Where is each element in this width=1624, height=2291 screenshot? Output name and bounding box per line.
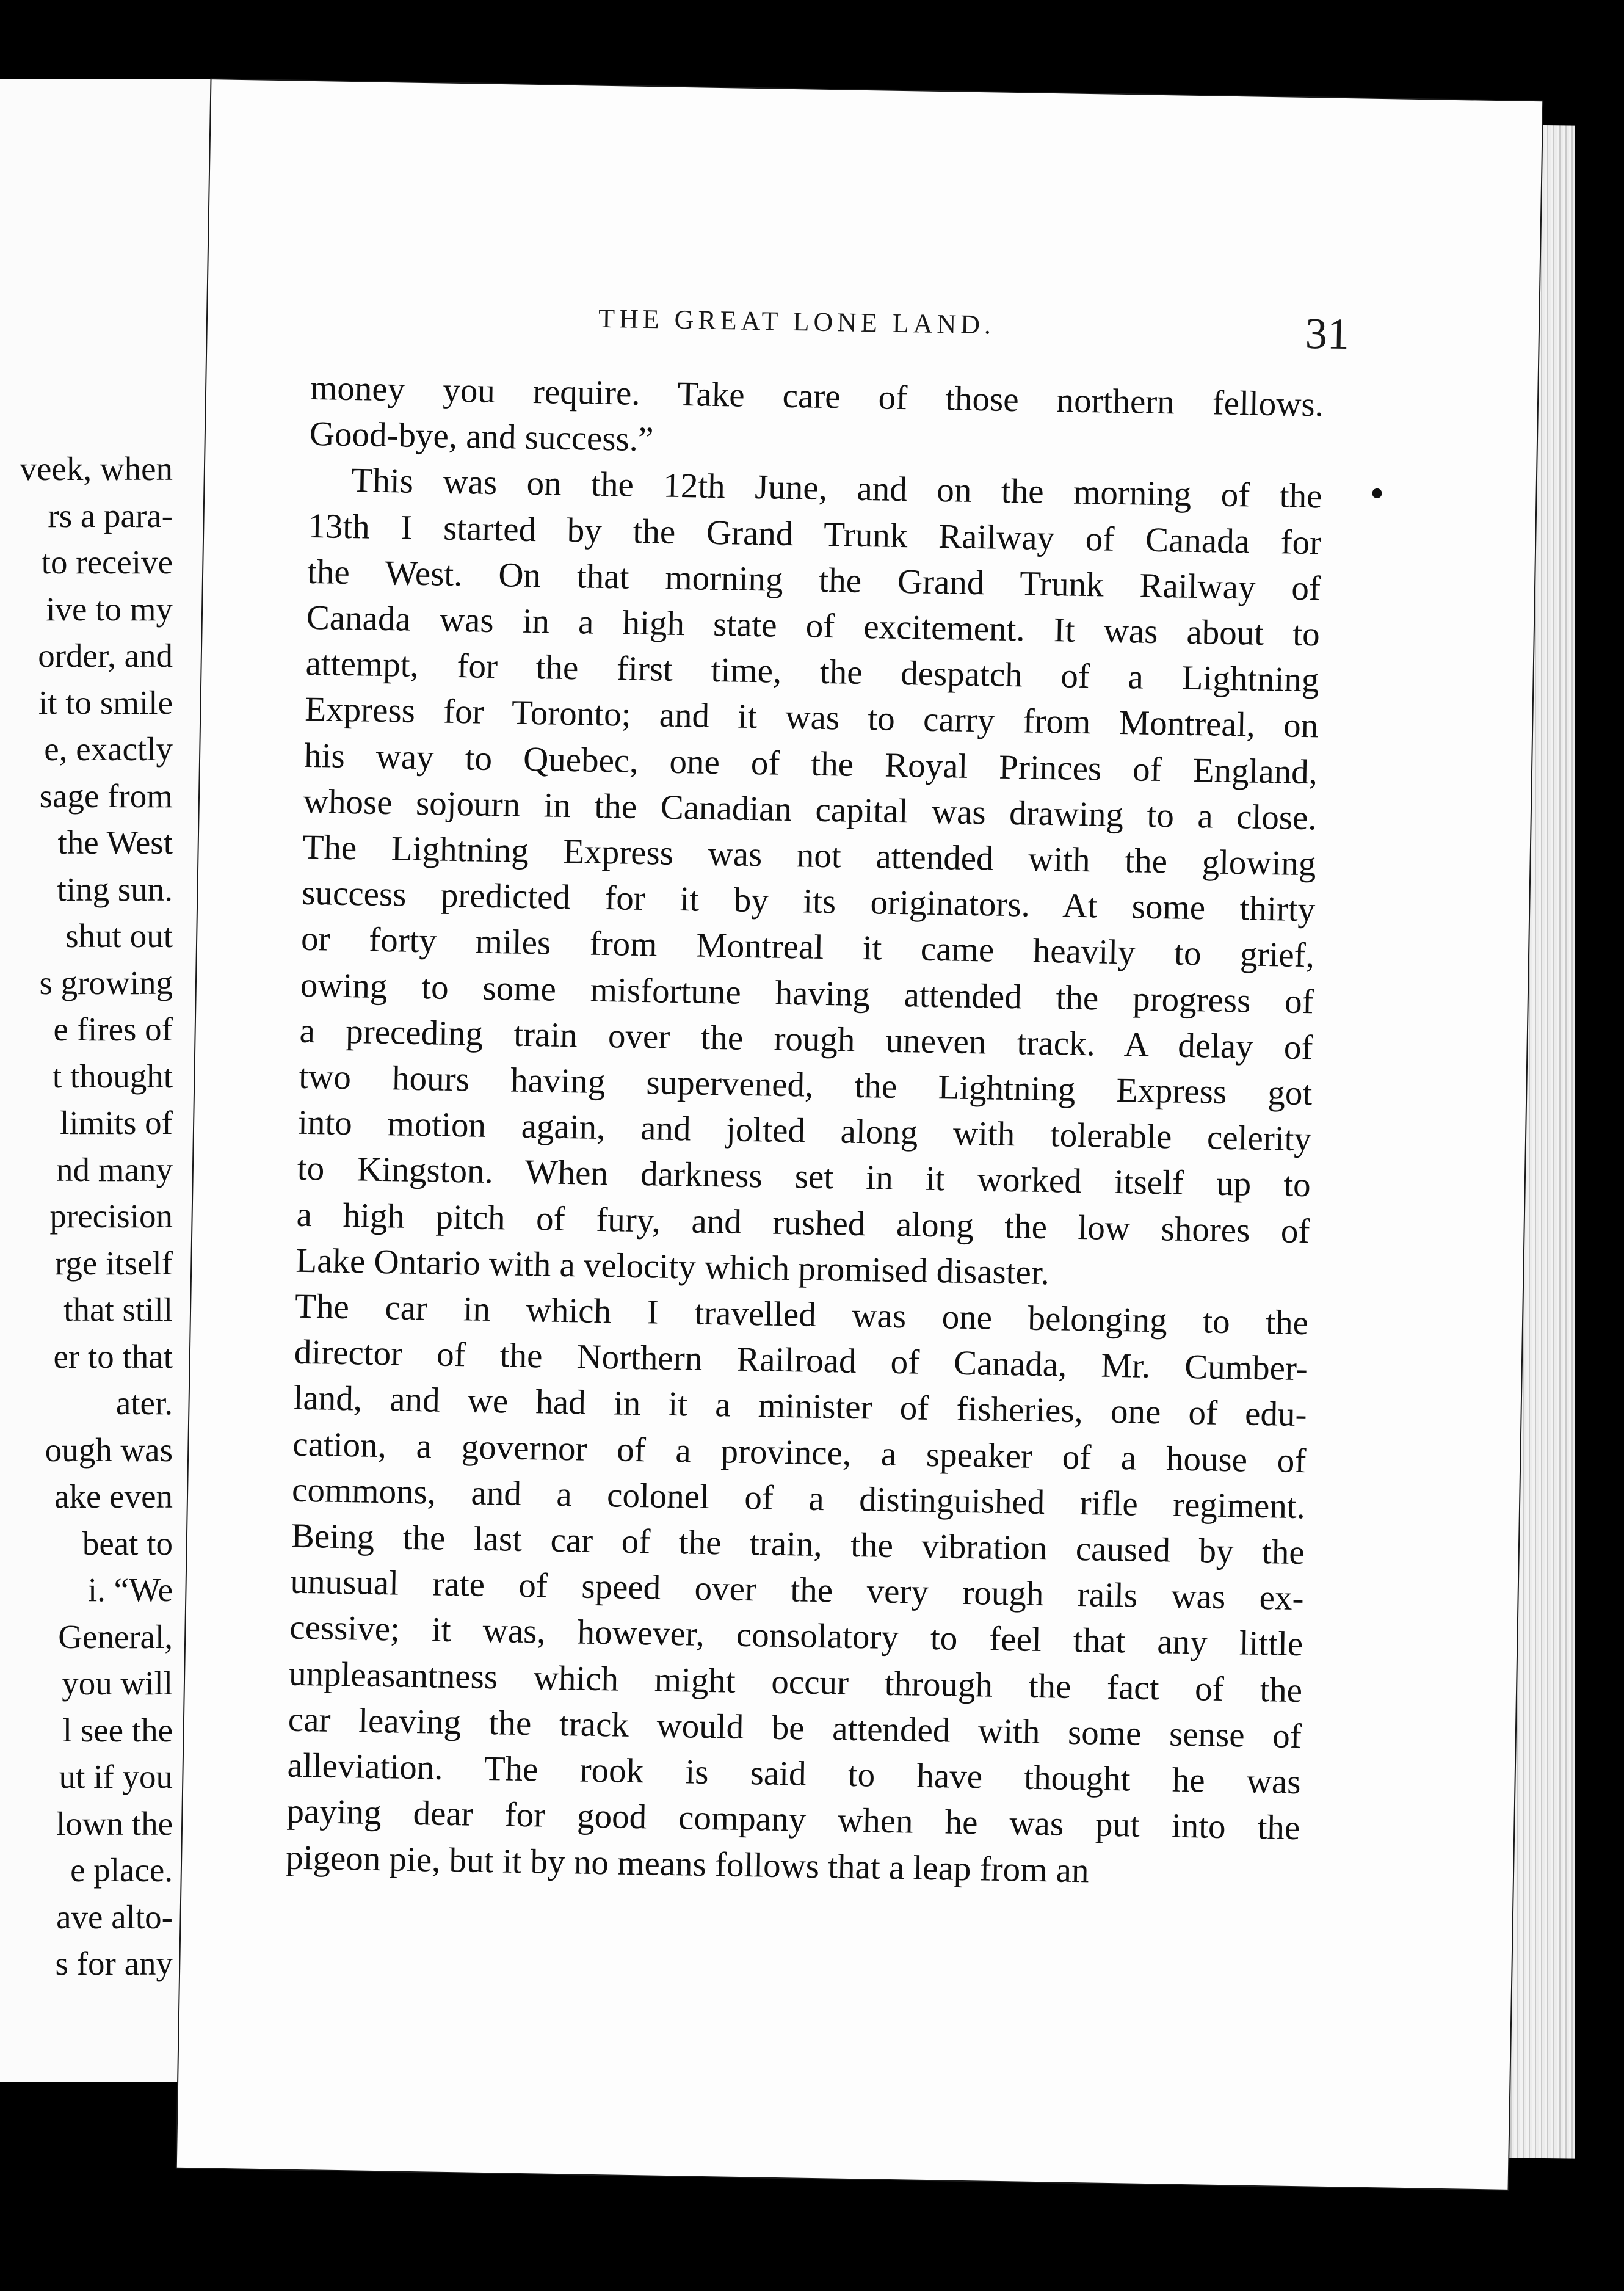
ink-speck <box>1372 488 1382 498</box>
text-line: Canada was in a high state of excitement. It was about to <box>306 598 1321 654</box>
text-line: The car in which I travelled was one belonging to the <box>294 1287 1309 1343</box>
text-line: cation, a governor of a province, a speaker of a house of <box>292 1425 1307 1480</box>
text-line: ut if you <box>59 1758 173 1795</box>
text-line: Lake Ontario with a velocity which promised disaster. <box>295 1241 1050 1293</box>
text-line: land, and we had in it a minister of fisheries, one of edu- <box>293 1379 1308 1434</box>
text-line: 13th I started by the Grand Trunk Railway of Canada for <box>307 506 1322 562</box>
text-line: ting sun. <box>57 870 173 908</box>
text-line: money you require. Take care of those northern fellows. <box>310 368 1324 424</box>
text-line: e fires of <box>53 1011 173 1048</box>
text-line: Express for Toronto; and it was to carry from Montreal, on <box>304 690 1319 746</box>
text-line: into motion again, and jolted along with tolerable celerity <box>297 1103 1312 1159</box>
running-title: THE GREAT LONE LAND. <box>598 303 996 340</box>
text-line: two hours having supervened, the Lightning Express got <box>298 1057 1313 1113</box>
text-line: i. “We <box>87 1571 173 1608</box>
text-line: ake even <box>54 1478 173 1515</box>
text-line: owing to some misfortune having attended the progress of <box>300 965 1314 1021</box>
text-line: Being the last car of the train, the vibration caused by the <box>291 1516 1305 1572</box>
text-line: Good-bye, and success.” <box>309 415 654 459</box>
text-line: paying dear for good company when he was put into the <box>286 1792 1300 1848</box>
text-line: ough was <box>45 1431 173 1469</box>
text-line: it to smile <box>38 683 173 721</box>
text-line: order, and <box>38 637 173 674</box>
text-line: you will <box>62 1665 173 1702</box>
text-line: precision <box>49 1197 173 1235</box>
text-line: ater. <box>115 1384 173 1421</box>
text-line: s growing <box>39 964 173 1001</box>
text-line: General, <box>58 1617 173 1655</box>
text-line: the West <box>57 824 173 861</box>
text-line: cessive; it was, however, consolatory to feel that any little <box>289 1608 1303 1664</box>
text-line: to Kingston. When darkness set in it worked itself up to <box>297 1149 1311 1205</box>
text-line: his way to Quebec, one of the Royal Princes of England, <box>303 736 1318 791</box>
text-line: lown the <box>56 1804 173 1842</box>
text-line: to receive <box>41 543 173 581</box>
text-line: rge itself <box>55 1244 173 1282</box>
text-line: shut out <box>65 917 173 954</box>
text-line: e, exactly <box>44 730 173 768</box>
text-line: s for any <box>55 1945 173 1982</box>
text-line: e place. <box>70 1851 173 1889</box>
text-line: l see the <box>62 1711 173 1749</box>
text-line: or forty miles from Montreal it came heavily to grief, <box>300 920 1315 975</box>
page-body-text <box>286 365 1324 1897</box>
text-line: the West. On that morning the Grand Trunk Railway of <box>306 552 1321 608</box>
text-line: attempt, for the first time, the despatch of a Lightning <box>305 644 1319 700</box>
page-content <box>285 298 1350 1897</box>
text-line: a preceding train over the rough uneven track. A delay of <box>299 1011 1313 1067</box>
text-line: unusual rate of speed over the very rough rails was ex- <box>290 1562 1305 1618</box>
text-line: limits of <box>60 1104 173 1141</box>
text-line: beat to <box>82 1524 173 1562</box>
text-line: rs a para- <box>48 496 173 534</box>
text-line: car leaving the track would be attended with some sense of <box>288 1700 1302 1756</box>
text-line: alleviation. The rook is said to have thought he was <box>287 1746 1302 1802</box>
text-line: sage from <box>39 777 173 815</box>
text-line: pigeon pie, but it by no means follows that a leap from an <box>285 1838 1090 1890</box>
text-line: that still <box>63 1291 173 1328</box>
text-line: er to that <box>53 1337 173 1375</box>
text-line: The Lightning Express was not attended with the glowing <box>302 827 1316 884</box>
text-line: nd many <box>56 1150 173 1188</box>
previous-page-text <box>20 446 173 1988</box>
text-line: ave alto- <box>56 1898 173 1936</box>
text-line: This was on the 12th June, and on the morning of the <box>351 461 1322 516</box>
text-line: veek, when <box>20 450 173 487</box>
text-line: success predicted for it by its originators. At some thirty <box>301 874 1316 929</box>
book-page <box>177 79 1542 2190</box>
text-line: a high pitch of fury, and rushed along the low shores of <box>296 1195 1310 1251</box>
text-line: commons, and a colonel of a distinguished rifle regiment. <box>291 1470 1306 1527</box>
text-line: t thought <box>52 1057 173 1095</box>
page-number: 31 <box>1305 308 1350 359</box>
text-line: whose sojourn in the Canadian capital was drawing to a close. <box>303 782 1318 838</box>
text-line: unpleasantness which might occur through the fact of the <box>288 1654 1303 1710</box>
text-line: ive to my <box>46 590 173 628</box>
text-line: director of the Northern Railroad of Canada, Mr. Cumber- <box>294 1332 1308 1389</box>
